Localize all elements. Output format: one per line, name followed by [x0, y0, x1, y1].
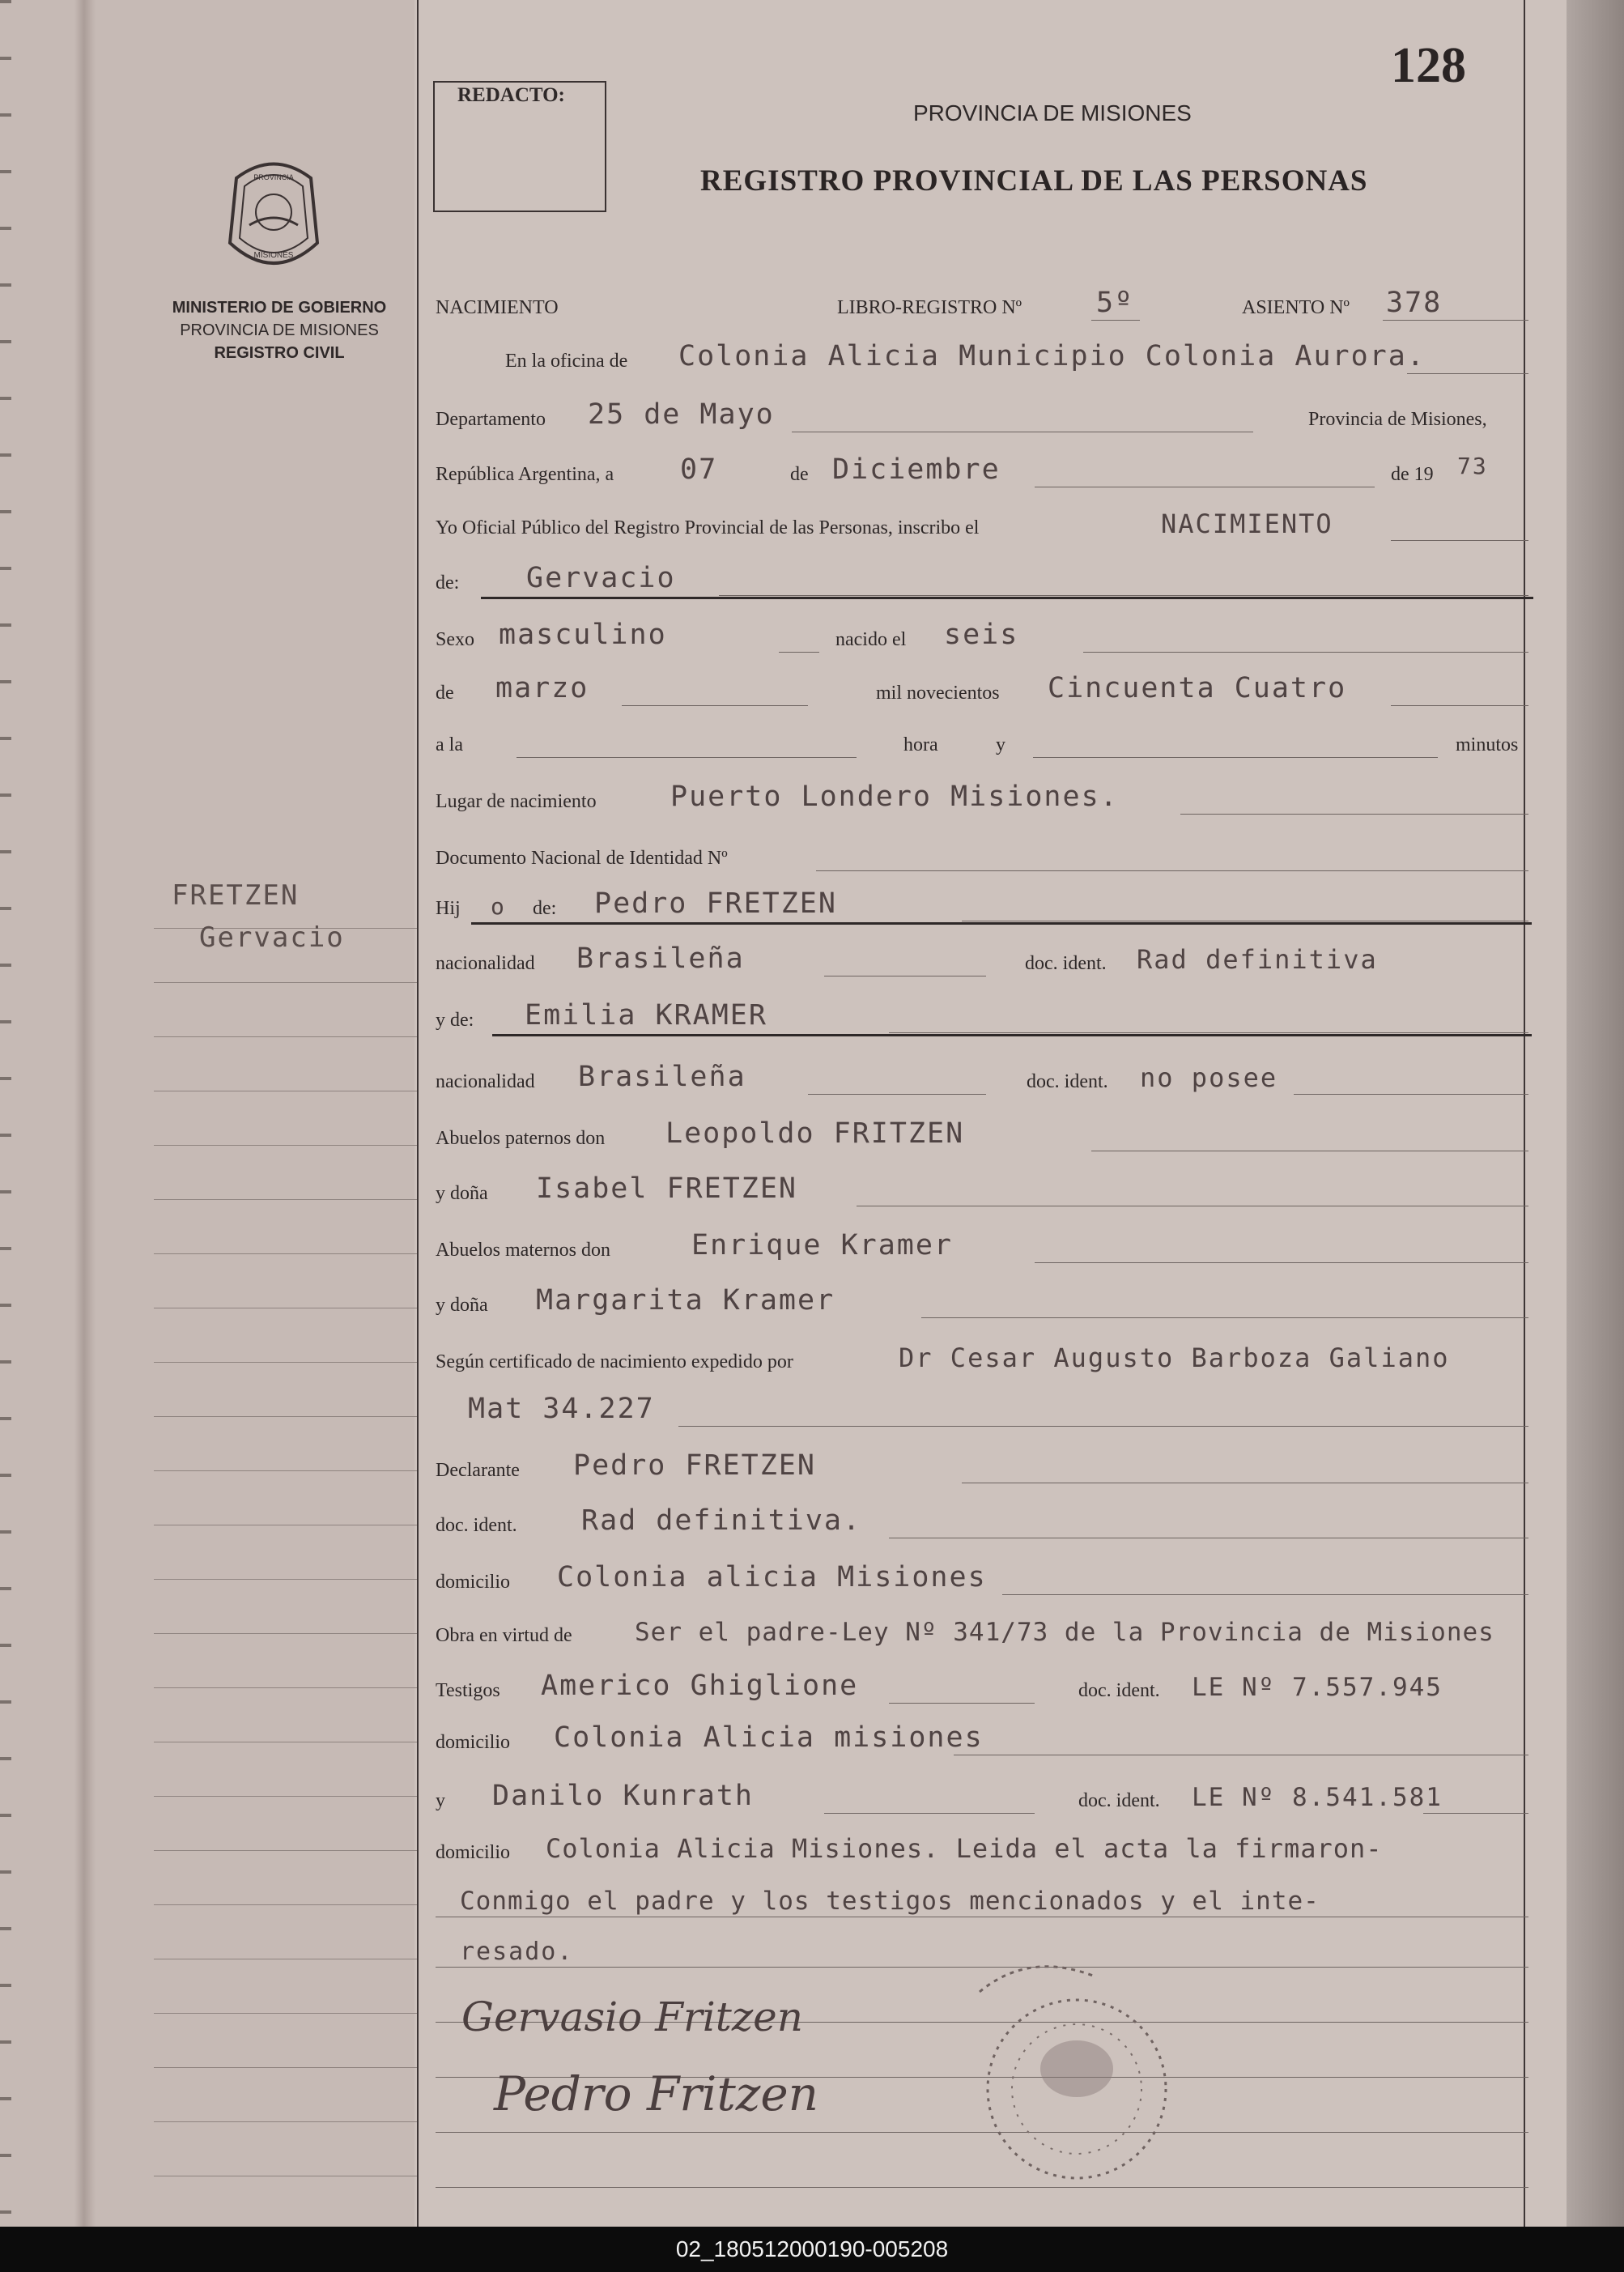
value-abuela-pat: Isabel FRETZEN — [536, 1172, 798, 1205]
value-testigo1: Americo Ghiglione — [541, 1670, 859, 1702]
value-testigo2-domicilio: Colonia Alicia Misiones. Leida el acta la firmaron- — [546, 1833, 1383, 1864]
page-stack-edge — [1567, 0, 1624, 2227]
row-declarante-domicilio — [436, 1550, 1524, 1598]
value-padre: Pedro FRETZEN — [594, 887, 837, 920]
label-doc-ident-padre: doc. ident. — [1025, 953, 1107, 974]
value-anio: 73 — [1457, 453, 1488, 479]
label-republica: República Argentina, a — [436, 464, 614, 485]
label-testigos: Testigos — [436, 1680, 500, 1701]
row-madre-nacionalidad — [436, 1049, 1524, 1098]
row-nacido-mes — [436, 661, 1524, 709]
row-testigo2-domicilio — [436, 1820, 1524, 1869]
value-nacido-anio: Cincuenta Cuatro — [1048, 672, 1347, 704]
label-asiento: ASIENTO Nº — [1242, 297, 1350, 318]
label-doc-ident-madre: doc. ident. — [1027, 1071, 1108, 1092]
value-obra: Ser el padre-Ley Nº 341/73 de la Provincia de Misiones — [635, 1618, 1494, 1647]
margin-note-given: Gervacio — [199, 921, 345, 954]
label-y-testigo: y — [436, 1790, 445, 1811]
value-declarante: Pedro FRETZEN — [573, 1449, 816, 1482]
label-de: de — [790, 464, 809, 485]
label-oficial: Yo Oficial Público del Registro Provincial de las Personas, inscribo el — [436, 517, 980, 538]
value-testigo1-domicilio: Colonia Alicia misiones — [554, 1721, 984, 1754]
row-fecha — [436, 442, 1524, 491]
value-cierre-2: resado. — [460, 1938, 574, 1966]
label-departamento: Departamento — [436, 409, 546, 430]
value-asiento: 378 — [1386, 287, 1443, 319]
label-declarante: Declarante — [436, 1460, 520, 1481]
value-declarante-doc: Rad definitiva. — [581, 1504, 862, 1537]
seal-text-top: PROVINCIA — [253, 173, 294, 181]
value-certificado: Dr Cesar Augusto Barboza Galiano — [899, 1342, 1450, 1373]
value-abuela-mat: Margarita Kramer — [536, 1284, 835, 1317]
value-lugar: Puerto Londero Misiones. — [670, 781, 1119, 813]
value-departamento: 25 de Mayo — [588, 398, 775, 431]
row-matricula — [436, 1381, 1524, 1430]
registry-title: REGISTRO PROVINCIAL DE LAS PERSONAS — [700, 164, 1368, 198]
row-obra — [436, 1603, 1524, 1652]
row-lugar — [436, 769, 1524, 818]
row-certificado — [436, 1330, 1524, 1378]
row-declarante-doc — [436, 1493, 1524, 1542]
ministry-header — [146, 296, 413, 364]
value-nombre: Gervacio — [526, 562, 676, 594]
value-sexo: masculino — [499, 619, 667, 651]
label-oficina: En la oficina de — [505, 351, 628, 372]
label-y-dona-pat: y doña — [436, 1183, 488, 1204]
row-hijo — [436, 876, 1524, 925]
row-nombre — [436, 551, 1524, 599]
value-padre-doc: Rad definitiva — [1137, 944, 1378, 975]
footer-image-id: 02_180512000190-005208 — [0, 2227, 1624, 2272]
row-padre-nacionalidad — [436, 931, 1524, 980]
label-domicilio-declarante: domicilio — [436, 1572, 510, 1593]
value-hijo-suffix: o — [491, 893, 506, 920]
row-sexo — [436, 607, 1524, 656]
label-minutos: minutos — [1456, 734, 1519, 755]
row-documento — [436, 826, 1524, 874]
label-doc-ident-testigo1: doc. ident. — [1078, 1680, 1160, 1701]
row-cierre-1 — [436, 1872, 1524, 1921]
label-documento: Documento Nacional de Identidad Nº — [436, 848, 728, 869]
label-de-year: de 19 — [1391, 464, 1434, 485]
binding-edge — [0, 0, 11, 2227]
ministry-line-2: PROVINCIA DE MISIONES — [180, 321, 379, 339]
label-a-la: a la — [436, 734, 463, 755]
row-departamento — [436, 387, 1524, 436]
label-de-month: de — [436, 683, 454, 704]
left-margin-page — [0, 0, 415, 2227]
label-nacido: nacido el — [835, 629, 907, 650]
row-abuelo-mat — [436, 1218, 1524, 1266]
label-nacionalidad-madre: nacionalidad — [436, 1071, 535, 1092]
label-doc-ident-declarante: doc. ident. — [436, 1515, 517, 1536]
row-header — [436, 275, 1524, 324]
ministry-line-3: REGISTRO CIVIL — [214, 344, 345, 362]
value-madre-nacionalidad: Brasileña — [578, 1061, 746, 1093]
label-hijo-de: de: — [533, 898, 557, 919]
row-abuelo-pat — [436, 1106, 1524, 1155]
label-abuelos-mat: Abuelos maternos don — [436, 1240, 610, 1261]
label-abuelos-pat: Abuelos paternos don — [436, 1128, 606, 1149]
margin-note-surname: FRETZEN — [172, 879, 300, 912]
value-matricula: Mat 34.227 — [468, 1393, 655, 1425]
row-testigo2 — [436, 1768, 1524, 1817]
value-testigo2: Danilo Kunrath — [492, 1780, 755, 1812]
label-obra: Obra en virtud de — [436, 1625, 572, 1646]
value-abuelo-mat: Enrique Kramer — [691, 1229, 954, 1262]
label-y-dona-mat: y doña — [436, 1295, 488, 1316]
row-hora — [436, 713, 1524, 761]
signature-interesado: Gervasio Fritzen — [461, 1993, 803, 2040]
label-hijo: Hij — [436, 898, 461, 919]
label-mil: mil novecientos — [876, 683, 1000, 704]
label-y: y — [996, 734, 1005, 755]
row-testigo1 — [436, 1658, 1524, 1707]
label-nacimiento: NACIMIENTO — [436, 297, 559, 318]
label-sexo: Sexo — [436, 629, 474, 650]
value-nacido-mes: marzo — [495, 672, 589, 704]
value-cierre-1: Conmigo el padre y los testigos mencionados y el inte- — [460, 1887, 1320, 1916]
row-madre — [436, 988, 1524, 1036]
value-padre-nacionalidad: Brasileña — [576, 942, 745, 975]
row-declarante — [436, 1438, 1524, 1487]
label-libro: LIBRO-REGISTRO Nº — [837, 297, 1022, 318]
value-madre: Emilia KRAMER — [525, 999, 767, 1032]
label-provincia: Provincia de Misiones, — [1308, 409, 1487, 430]
row-testigo1-domicilio — [436, 1710, 1524, 1759]
label-domicilio-testigo1: domicilio — [436, 1732, 510, 1753]
value-nacido-dia: seis — [944, 619, 1019, 651]
ministry-line-1: MINISTERIO DE GOBIERNO — [172, 299, 387, 317]
signature-padre: Pedro Fritzen — [494, 2066, 819, 2121]
value-dia: 07 — [680, 453, 718, 486]
label-lugar: Lugar de nacimiento — [436, 791, 597, 812]
label-domicilio-testigo2: domicilio — [436, 1842, 510, 1863]
label-hora: hora — [903, 734, 938, 755]
row-abuela-pat — [436, 1161, 1524, 1210]
left-border-rule — [417, 0, 419, 2227]
label-nacionalidad-padre: nacionalidad — [436, 953, 535, 974]
margin-ruled-lines — [154, 874, 417, 2227]
label-segun: Según certificado de nacimiento expedido por — [436, 1351, 793, 1372]
page-fold — [74, 0, 96, 2227]
value-testigo2-doc: LE Nº 8.541.581 — [1192, 1783, 1443, 1812]
label-de-name: de: — [436, 572, 460, 594]
provincial-seal-logo — [220, 154, 327, 275]
value-abuelo-pat: Leopoldo FRITZEN — [665, 1117, 965, 1150]
page-number: 128 — [1391, 38, 1466, 93]
row-oficial — [436, 496, 1524, 544]
label-y-de: y de: — [436, 1010, 474, 1031]
value-declarante-domicilio: Colonia alicia Misiones — [557, 1561, 987, 1593]
label-doc-ident-testigo2: doc. ident. — [1078, 1790, 1160, 1811]
value-madre-doc: no posee — [1140, 1062, 1278, 1093]
province-header: PROVINCIA DE MISIONES — [913, 100, 1192, 126]
value-testigo1-doc: LE Nº 7.557.945 — [1192, 1673, 1443, 1702]
seal-text-bottom: MISIONES — [253, 251, 294, 260]
value-libro: 5º — [1096, 287, 1134, 319]
value-oficina: Colonia Alicia Municipio Colonia Aurora. — [678, 340, 1426, 372]
row-abuela-mat — [436, 1273, 1524, 1321]
row-oficina — [436, 329, 1524, 377]
value-mes: Diciembre — [832, 453, 1001, 486]
official-stamp — [955, 1927, 1190, 2194]
value-inscribe: NACIMIENTO — [1161, 508, 1333, 539]
redacto-label: REDACTO: — [457, 84, 565, 106]
